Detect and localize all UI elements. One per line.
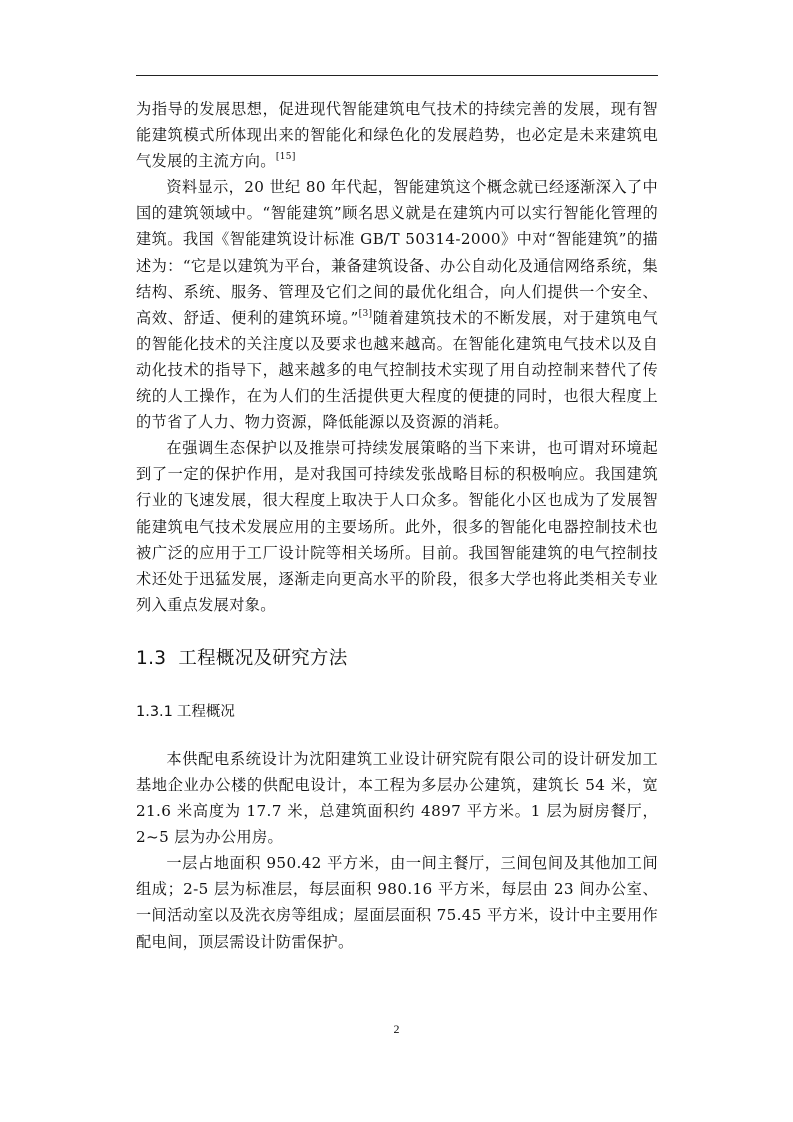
paragraph-text: 随着建筑技术的不断发展，对于建筑电气的智能化技术的关注度以及要求也越来越高。在智能化建筑电气技术以及自动化技术的指导下，越来越多的电气控制技术实现了用自动控制来替代了传统的人工操作，在为人们的生活提供更大程度的便捷的同时，也很大程度上的节省了人力、物力资源，降低能源以及资源的消耗。: [136, 308, 658, 432]
citation-ref: [3]: [358, 308, 373, 319]
paragraph-text: 资料显示，20 世纪 80 年代起，智能建筑这个概念就已经逐渐深入了中国的建筑领域中。“智能建筑”顾名思义就是在建筑内可以实行智能化管理的建筑。我国《智能建筑设计标准 GB/T 50314-2000》中对“智能建筑”的描述为：“它是以建筑为平台，兼备建筑设备、办公自动化及通信网络系统，集结构、系统、服务、管理及它们之间的最优化组合，向人们提供一个安全、高效、舒适、便利的建筑环境。”: [136, 178, 658, 327]
subsection-number: 1.3.1: [136, 703, 173, 720]
body-paragraph: [136, 174, 658, 435]
body-paragraph: [136, 435, 658, 618]
body-paragraph: 一层占地面积 950.42 平方米，由一间主餐厅，三间包间及其他加工间组成；2-5 层为标准层，每层面积 980.16 平方米，每层由 23 间办公室、一间活动室以及洗衣房等组成；屋面层面积 75.45 平方米，设计中主要用作配电间，顶层需设计防雷保护。: [136, 854, 658, 951]
subsection-heading: [136, 700, 658, 724]
citation-ref: [15]: [275, 152, 296, 163]
section-title: 工程概况及研究方法: [178, 647, 348, 669]
section-number: 1.3: [136, 647, 167, 669]
body-paragraph: 本供配电系统设计为沈阳建筑工业设计研究院有限公司的设计研发加工基地企业办公楼的供配电设计，本工程为多层办公建筑，建筑长 54 米，宽 21.6 米高度为 17.7 米，总建筑面积约 4897 平方米。1 层为厨房餐厅，2~5 层为办公用房。: [136, 749, 658, 847]
page-number: 2: [393, 1022, 400, 1036]
page-body: [136, 96, 658, 955]
body-paragraph: [136, 96, 658, 174]
paragraph-text: 在强调生态保护以及推崇可持续发展策略的当下来讲，也可谓对环境起到了一定的保护作用，是对我国可持续发张战略目标的积极响应。我国建筑行业的飞速发展，很大程度上取决于人口众多。智能化小区也成为了发展智能建筑电气技术发展应用的主要场所。此外，很多的智能化电器控制技术也被广泛的应用于工厂设计院等相关场所。目前。我国智能建筑的电气控制技术还处于迅猛发展，逐渐走向更高水平的阶段，很多大学也将此类相关专业列入重点发展对象。: [136, 439, 658, 614]
section-heading: [136, 646, 658, 672]
header-rule: [136, 75, 658, 76]
paragraph-text: 为指导的发展思想，促进现代智能建筑电气技术的持续完善的发展，现有智能建筑模式所体现出来的智能化和绿色化的发展趋势，也必定是未来建筑电气发展的主流方向。: [136, 100, 658, 171]
subsection-title: 工程概况: [176, 703, 235, 720]
